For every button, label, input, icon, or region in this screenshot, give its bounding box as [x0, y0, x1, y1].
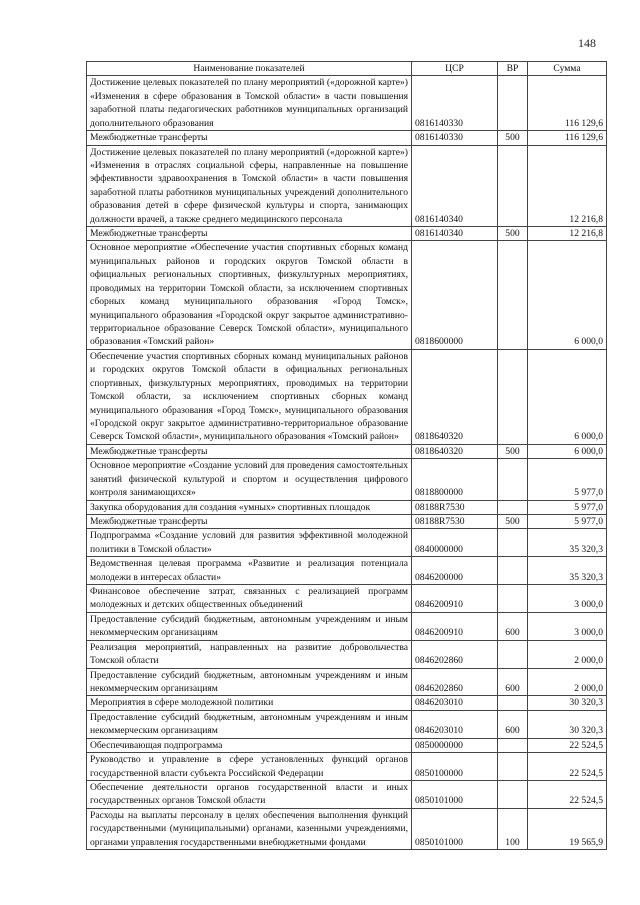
header-name: Наименование показателей	[87, 62, 412, 76]
row-name: Расходы на выплаты персоналу в целях обеспечения выполнения функций государственными (муниципальными) органами, казенными учреждениями, органами управления государственными внебюджетными фондами	[87, 808, 412, 849]
row-vr: 600	[498, 612, 528, 640]
row-name: Обеспечение деятельности органов государственной власти и иных государственных органов Томской области	[87, 780, 412, 808]
row-sum: 5 977,0	[528, 459, 607, 500]
row-vr	[498, 640, 528, 668]
row-vr: 500	[498, 514, 528, 528]
table-row	[87, 529, 607, 557]
row-sum: 5 977,0	[528, 514, 607, 528]
row-name: Межбюджетные трансферты	[87, 227, 412, 241]
row-vr	[498, 459, 528, 500]
row-csr: 0846203010	[412, 696, 498, 710]
row-vr	[498, 738, 528, 752]
row-csr: 0816140340	[412, 145, 498, 227]
row-name: Предоставление субсидий бюджетным, автономным учреждениям и иным некоммерческим организациям	[87, 710, 412, 738]
table-row	[87, 640, 607, 668]
row-sum: 3 000,0	[528, 612, 607, 640]
row-sum: 22 524,5	[528, 738, 607, 752]
table-row	[87, 459, 607, 500]
table-row	[87, 808, 607, 849]
table-header-row	[87, 62, 607, 76]
table-row	[87, 227, 607, 241]
row-sum: 19 565,9	[528, 808, 607, 849]
row-vr: 600	[498, 710, 528, 738]
table-row	[87, 444, 607, 458]
row-csr: 0816140330	[412, 131, 498, 145]
table-row	[87, 753, 607, 781]
row-sum: 12 216,8	[528, 227, 607, 241]
row-csr: 0818800000	[412, 459, 498, 500]
row-csr: 0816140340	[412, 227, 498, 241]
row-name: Межбюджетные трансферты	[87, 444, 412, 458]
row-csr: 0850000000	[412, 738, 498, 752]
row-vr	[498, 529, 528, 557]
row-vr: 500	[498, 131, 528, 145]
table-row	[87, 738, 607, 752]
row-vr	[498, 753, 528, 781]
page-number: 148	[578, 36, 596, 50]
table-row	[87, 668, 607, 696]
row-csr: 0850100000	[412, 753, 498, 781]
header-vr: ВР	[498, 62, 528, 76]
row-csr: 0818640320	[412, 444, 498, 458]
table-row	[87, 131, 607, 145]
row-name: Финансовое обеспечение затрат, связанных с реализацией программ молодежных и детских общественных объединений	[87, 585, 412, 613]
row-sum: 30 320,3	[528, 696, 607, 710]
table-row	[87, 241, 607, 349]
row-csr: 0846203010	[412, 710, 498, 738]
table-row	[87, 514, 607, 528]
row-name: Предоставление субсидий бюджетным, автономным учреждениям и иным некоммерческим организациям	[87, 668, 412, 696]
row-sum: 12 216,8	[528, 145, 607, 227]
row-name: Межбюджетные трансферты	[87, 131, 412, 145]
header-sum: Сумма	[528, 62, 607, 76]
row-vr	[498, 241, 528, 349]
row-sum: 35 320,3	[528, 529, 607, 557]
row-sum: 6 000,0	[528, 444, 607, 458]
row-csr: 0846202860	[412, 640, 498, 668]
row-csr: 08188R7530	[412, 500, 498, 514]
row-sum: 22 524,5	[528, 780, 607, 808]
row-csr: 0818600000	[412, 241, 498, 349]
row-csr: 0850101000	[412, 808, 498, 849]
table-row	[87, 76, 607, 131]
row-csr: 0818640320	[412, 349, 498, 444]
row-name: Руководство и управление в сфере установленных функций органов государственной власти субъекта Российской Федерации	[87, 753, 412, 781]
row-name: Основное мероприятие «Обеспечение участия спортивных сборных команд муниципальных районов и городских округов Томской области в официальных региональных спортивных, физкультурных мероприятиях, проводимых на территории Томской области, за исключением спортивных сборных команд муниципального образования «Город Томск», муниципального образования «Городской округ закрытое административно-территориальное образование Северск Томской области», муниципального образования «Томский район»	[87, 241, 412, 349]
row-sum: 30 320,3	[528, 710, 607, 738]
row-vr: 500	[498, 227, 528, 241]
table-row	[87, 696, 607, 710]
row-name: Мероприятия в сфере молодежной политики	[87, 696, 412, 710]
row-vr	[498, 780, 528, 808]
row-sum: 6 000,0	[528, 241, 607, 349]
row-csr: 0816140330	[412, 76, 498, 131]
row-vr	[498, 349, 528, 444]
row-vr: 100	[498, 808, 528, 849]
row-csr: 0846202860	[412, 668, 498, 696]
row-name: Закупка оборудования для создания «умных» спортивных площадок	[87, 500, 412, 514]
row-vr: 600	[498, 668, 528, 696]
row-csr: 0850101000	[412, 780, 498, 808]
row-csr: 08188R7530	[412, 514, 498, 528]
row-sum: 35 320,3	[528, 557, 607, 585]
row-sum: 6 000,0	[528, 349, 607, 444]
row-vr	[498, 557, 528, 585]
row-csr: 0846200910	[412, 612, 498, 640]
header-csr: ЦСР	[412, 62, 498, 76]
table-row	[87, 500, 607, 514]
table-row	[87, 612, 607, 640]
table-row	[87, 585, 607, 613]
row-vr	[498, 696, 528, 710]
row-name: Межбюджетные трансферты	[87, 514, 412, 528]
row-name: Обеспечивающая подпрограмма	[87, 738, 412, 752]
row-sum: 2 000,0	[528, 668, 607, 696]
row-sum: 3 000,0	[528, 585, 607, 613]
row-vr	[498, 76, 528, 131]
row-name: Ведомственная целевая программа «Развитие и реализация потенциала молодежи в интересах области»	[87, 557, 412, 585]
row-sum: 116 129,6	[528, 131, 607, 145]
row-name: Достижение целевых показателей по плану мероприятий («дорожной карте») «Изменения в сфере образования в Томской области» в части повышения заработной платы педагогических работников муниципальных организаций дополнительного образования	[87, 76, 412, 131]
row-name: Обеспечение участия спортивных сборных команд муниципальных районов и городских округов Томской области в официальных региональных спортивных, физкультурных мероприятиях, проводимых на территории Томской области, за исключением спортивных сборных команд муниципального образования «Город Томск», муниципального образования «Городской округ закрытое административно-территориальное образование Северск Томской области», муниципального образования «Томский район»	[87, 349, 412, 444]
table-row	[87, 349, 607, 444]
table-row	[87, 780, 607, 808]
budget-table	[86, 61, 607, 850]
table-row	[87, 710, 607, 738]
row-csr: 0846200910	[412, 585, 498, 613]
table-row	[87, 145, 607, 227]
table-body	[87, 76, 607, 850]
row-sum: 116 129,6	[528, 76, 607, 131]
row-vr	[498, 585, 528, 613]
row-sum: 5 977,0	[528, 500, 607, 514]
row-vr: 500	[498, 444, 528, 458]
row-name: Подпрограмма «Создание условий для развития эффективной молодежной политики в Томской области»	[87, 529, 412, 557]
row-sum: 22 524,5	[528, 753, 607, 781]
row-name: Реализация мероприятий, направленных на развитие добровольчества Томской области	[87, 640, 412, 668]
row-csr: 0840000000	[412, 529, 498, 557]
row-name: Основное мероприятие «Создание условий для проведения самостоятельных занятий физической культурой и спортом и осуществления цифрового контроля занимающихся»	[87, 459, 412, 500]
row-csr: 0846200000	[412, 557, 498, 585]
row-sum: 2 000,0	[528, 640, 607, 668]
row-name: Предоставление субсидий бюджетным, автономным учреждениям и иным некоммерческим организациям	[87, 612, 412, 640]
row-vr	[498, 500, 528, 514]
table-row	[87, 557, 607, 585]
row-name: Достижение целевых показателей по плану мероприятий («дорожной карте») «Изменения в отраслях социальной сферы, направленные на повышение эффективности здравоохранения в Томской области» в части повышения заработной платы работников муниципальных учреждений дополнительного образования детей в сфере физической культуры и спорта, занимающих должности врачей, а также среднего медицинского персонала	[87, 145, 412, 227]
row-vr	[498, 145, 528, 227]
